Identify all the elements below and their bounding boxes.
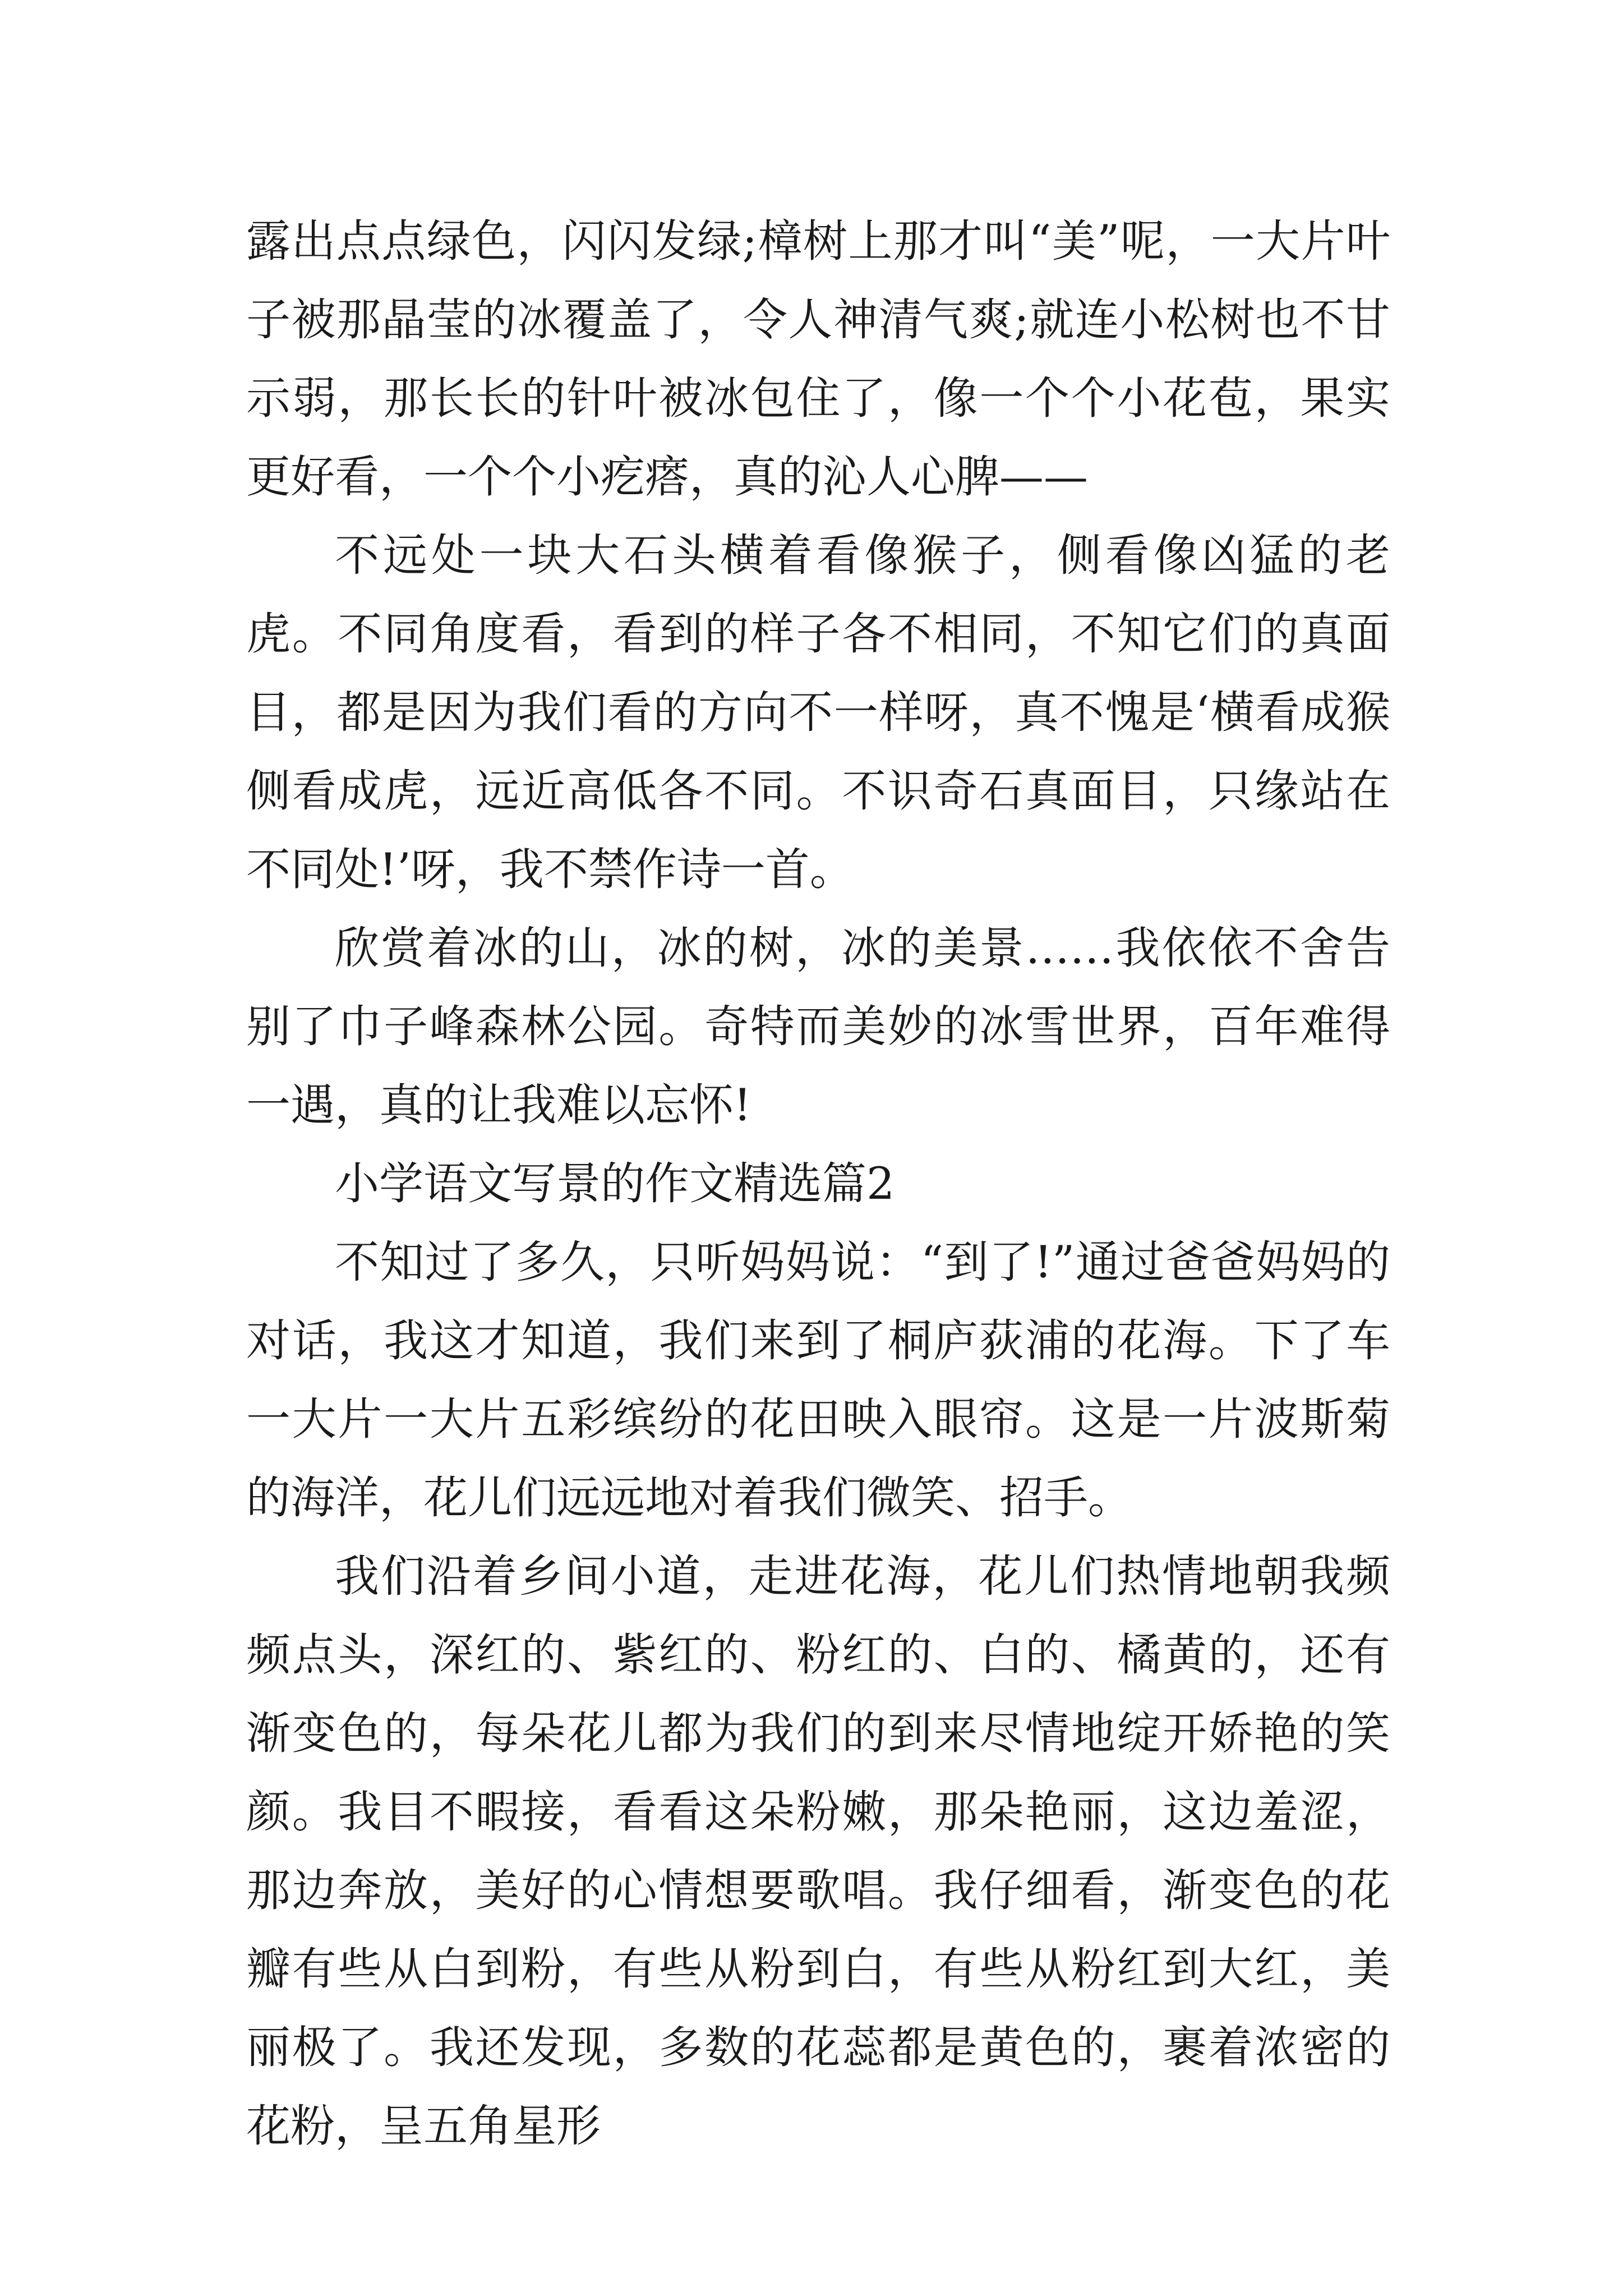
paragraph-5: 我们沿着乡间小道，走进花海，花儿们热情地朝我频频点头，深红的、紫红的、粉红的、白的、橘黄的，还有渐变色的，每朵花儿都为我们的到来尽情地绽开娇艳的笑颜。我目不暇接，看看这朵粉嫩，那朵艳丽，这边羞涩，那边奔放，美好的心情想要歌唱。我仔细看，渐变色的花瓣有些从白到粉，有些从粉到白，有些从粉红到大红，美丽极了。我还发现，多数的花蕊都是黄色的，裹着浓密的花粉，呈五角星形 — [246, 1550, 1390, 2152]
paragraph-4: 不知过了多久，只听妈妈说：“到了!”通过爸爸妈妈的对话，我这才知道，我们来到了桐庐荻浦的花海。下了车一大片一大片五彩缤纷的花田映入眼帘。这是一片波斯菊的海洋，花儿们远远地对着我们微笑、招手。 — [246, 1236, 1390, 1524]
paragraph-2: 不远处一块大石头横着看像猴子，侧看像凶猛的老虎。不同角度看，看到的样子各不相同，不知它们的真面目，都是因为我们看的方向不一样呀，真不愧是‘横看成猴侧看成虎，远近高低各不同。不识奇石真面目，只缘站在不同处!’呀，我不禁作诗一首。 — [246, 530, 1390, 895]
paragraph-1: 露出点点绿色，闪闪发绿;樟树上那才叫“美”呢，一大片叶子被那晶莹的冰覆盖了，令人神清气爽;就连小松树也不甘示弱，那长长的针叶被冰包住了，像一个个小花苞，果实更好看，一个个小疙瘩，真的沁人心脾—— — [246, 215, 1390, 503]
document-body — [246, 202, 1390, 2165]
paragraph-3: 欣赏着冰的山，冰的树，冰的美景……我依依不舍告别了巾子峰森林公园。奇特而美妙的冰雪世界，百年难得一遇，真的让我难以忘怀! — [246, 922, 1390, 1131]
section-title: 小学语文写景的作文精选篇2 — [335, 1158, 895, 1209]
